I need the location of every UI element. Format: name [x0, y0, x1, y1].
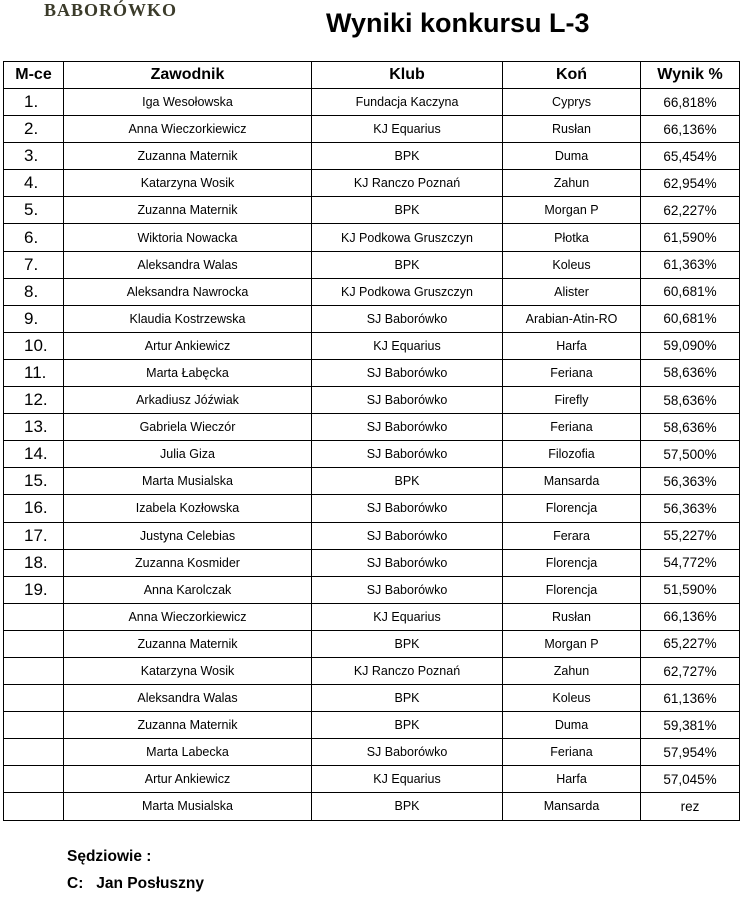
- cell-horse: Cyprys: [503, 89, 641, 116]
- cell-club: KJ Ranczo Poznań: [312, 657, 503, 684]
- cell-score: 59,090%: [641, 332, 740, 359]
- cell-score: rez: [641, 793, 740, 820]
- cell-horse: Zahun: [503, 657, 641, 684]
- cell-rider: Aleksandra Walas: [64, 251, 312, 278]
- cell-rider: Anna Wieczorkiewicz: [64, 116, 312, 143]
- cell-place: [4, 630, 64, 657]
- cell-club: KJ Equarius: [312, 603, 503, 630]
- cell-place: [4, 793, 64, 820]
- table-row: [4, 89, 740, 116]
- header-score: Wynik %: [641, 62, 740, 89]
- cell-club: SJ Baborówko: [312, 305, 503, 332]
- cell-place: 3.: [4, 143, 64, 170]
- cell-place: 19.: [4, 576, 64, 603]
- header-rider: Zawodnik: [64, 62, 312, 89]
- cell-score: 56,363%: [641, 495, 740, 522]
- cell-score: 54,772%: [641, 549, 740, 576]
- cell-score: 66,136%: [641, 603, 740, 630]
- table-row: [4, 387, 740, 414]
- table-row: [4, 170, 740, 197]
- cell-horse: Florencja: [503, 495, 641, 522]
- cell-horse: Filozofia: [503, 441, 641, 468]
- cell-rider: Zuzanna Maternik: [64, 630, 312, 657]
- cell-place: [4, 712, 64, 739]
- cell-club: BPK: [312, 712, 503, 739]
- cell-club: KJ Ranczo Poznań: [312, 170, 503, 197]
- cell-rider: Anna Karolczak: [64, 576, 312, 603]
- cell-score: 65,227%: [641, 630, 740, 657]
- cell-rider: Marta Labecka: [64, 739, 312, 766]
- cell-horse: Feriana: [503, 739, 641, 766]
- cell-club: KJ Equarius: [312, 116, 503, 143]
- cell-club: SJ Baborówko: [312, 359, 503, 386]
- cell-score: 62,227%: [641, 197, 740, 224]
- cell-horse: Alister: [503, 278, 641, 305]
- cell-score: 59,381%: [641, 712, 740, 739]
- table-row: [4, 685, 740, 712]
- cell-rider: Anna Wieczorkiewicz: [64, 603, 312, 630]
- cell-club: SJ Baborówko: [312, 441, 503, 468]
- cell-rider: Marta Łabęcka: [64, 359, 312, 386]
- cell-club: SJ Baborówko: [312, 414, 503, 441]
- cell-place: 6.: [4, 224, 64, 251]
- cell-place: 8.: [4, 278, 64, 305]
- cell-club: Fundacja Kaczyna: [312, 89, 503, 116]
- cell-place: [4, 603, 64, 630]
- table-row: [4, 793, 740, 820]
- table-row: [4, 359, 740, 386]
- cell-club: KJ Podkowa Gruszczyn: [312, 278, 503, 305]
- cell-rider: Julia Giza: [64, 441, 312, 468]
- table-row: [4, 657, 740, 684]
- cell-rider: Katarzyna Wosik: [64, 170, 312, 197]
- cell-place: 1.: [4, 89, 64, 116]
- cell-horse: Zahun: [503, 170, 641, 197]
- cell-club: SJ Baborówko: [312, 576, 503, 603]
- cell-place: 2.: [4, 116, 64, 143]
- table-row: [4, 278, 740, 305]
- cell-horse: Koleus: [503, 685, 641, 712]
- cell-horse: Feriana: [503, 359, 641, 386]
- cell-club: BPK: [312, 630, 503, 657]
- cell-rider: Zuzanna Maternik: [64, 143, 312, 170]
- cell-rider: Artur Ankiewicz: [64, 766, 312, 793]
- cell-club: SJ Baborówko: [312, 495, 503, 522]
- table-row: [4, 224, 740, 251]
- cell-horse: Florencja: [503, 576, 641, 603]
- table-row: [4, 522, 740, 549]
- cell-rider: Wiktoria Nowacka: [64, 224, 312, 251]
- table-row: [4, 332, 740, 359]
- cell-horse: Duma: [503, 712, 641, 739]
- cell-horse: Firefly: [503, 387, 641, 414]
- header-club: Klub: [312, 62, 503, 89]
- cell-place: 17.: [4, 522, 64, 549]
- cell-rider: Gabriela Wieczór: [64, 414, 312, 441]
- cell-place: 11.: [4, 359, 64, 386]
- cell-score: 58,636%: [641, 387, 740, 414]
- cell-rider: Justyna Celebias: [64, 522, 312, 549]
- cell-rider: Artur Ankiewicz: [64, 332, 312, 359]
- table-row: [4, 116, 740, 143]
- cell-club: KJ Equarius: [312, 766, 503, 793]
- cell-rider: Klaudia Kostrzewska: [64, 305, 312, 332]
- cell-horse: Płotka: [503, 224, 641, 251]
- cell-score: 51,590%: [641, 576, 740, 603]
- cell-place: 7.: [4, 251, 64, 278]
- cell-score: 61,136%: [641, 685, 740, 712]
- cell-score: 58,636%: [641, 359, 740, 386]
- cell-rider: Zuzanna Kosmider: [64, 549, 312, 576]
- cell-horse: Ferara: [503, 522, 641, 549]
- cell-club: BPK: [312, 793, 503, 820]
- cell-score: 65,454%: [641, 143, 740, 170]
- cell-place: 9.: [4, 305, 64, 332]
- table-row: [4, 441, 740, 468]
- cell-rider: Iga Wesołowska: [64, 89, 312, 116]
- judge-line: C: Jan Posłuszny: [67, 875, 204, 892]
- cell-place: 15.: [4, 468, 64, 495]
- cell-club: SJ Baborówko: [312, 549, 503, 576]
- cell-score: 66,818%: [641, 89, 740, 116]
- cell-score: 66,136%: [641, 116, 740, 143]
- cell-rider: Katarzyna Wosik: [64, 657, 312, 684]
- cell-place: 13.: [4, 414, 64, 441]
- cell-place: 10.: [4, 332, 64, 359]
- table-row: [4, 549, 740, 576]
- header-horse: Koń: [503, 62, 641, 89]
- cell-rider: Marta Musialska: [64, 468, 312, 495]
- table-row: [4, 712, 740, 739]
- cell-score: 57,045%: [641, 766, 740, 793]
- cell-score: 60,681%: [641, 305, 740, 332]
- cell-club: BPK: [312, 197, 503, 224]
- cell-horse: Koleus: [503, 251, 641, 278]
- cell-score: 61,590%: [641, 224, 740, 251]
- judges-label: Sędziowie :: [67, 848, 152, 865]
- cell-rider: Zuzanna Maternik: [64, 197, 312, 224]
- table-row: [4, 495, 740, 522]
- cell-rider: Marta Musialska: [64, 793, 312, 820]
- cell-place: 14.: [4, 441, 64, 468]
- table-row: [4, 630, 740, 657]
- cell-place: 12.: [4, 387, 64, 414]
- table-row: [4, 468, 740, 495]
- results-table: [3, 61, 740, 821]
- cell-score: 58,636%: [641, 414, 740, 441]
- table-row: [4, 766, 740, 793]
- cell-horse: Rusłan: [503, 603, 641, 630]
- cell-club: BPK: [312, 251, 503, 278]
- table-row: [4, 414, 740, 441]
- cell-place: [4, 657, 64, 684]
- cell-club: BPK: [312, 468, 503, 495]
- cell-score: 62,954%: [641, 170, 740, 197]
- cell-place: [4, 685, 64, 712]
- cell-place: 18.: [4, 549, 64, 576]
- cell-horse: Morgan P: [503, 630, 641, 657]
- logo: BABORÓWKO: [44, 0, 178, 20]
- cell-horse: Rusłan: [503, 116, 641, 143]
- cell-score: 57,954%: [641, 739, 740, 766]
- table-row: [4, 143, 740, 170]
- cell-club: SJ Baborówko: [312, 522, 503, 549]
- cell-place: 16.: [4, 495, 64, 522]
- cell-rider: Arkadiusz Jóźwiak: [64, 387, 312, 414]
- cell-rider: Izabela Kozłowska: [64, 495, 312, 522]
- cell-place: [4, 766, 64, 793]
- cell-rider: Aleksandra Walas: [64, 685, 312, 712]
- cell-horse: Arabian-Atin-RO: [503, 305, 641, 332]
- cell-horse: Mansarda: [503, 793, 641, 820]
- cell-place: 5.: [4, 197, 64, 224]
- cell-score: 61,363%: [641, 251, 740, 278]
- cell-club: BPK: [312, 143, 503, 170]
- cell-club: KJ Podkowa Gruszczyn: [312, 224, 503, 251]
- cell-score: 55,227%: [641, 522, 740, 549]
- table-row: [4, 576, 740, 603]
- table-row: [4, 739, 740, 766]
- cell-horse: Morgan P: [503, 197, 641, 224]
- table-row: [4, 197, 740, 224]
- table-row: [4, 305, 740, 332]
- cell-club: SJ Baborówko: [312, 739, 503, 766]
- cell-place: [4, 739, 64, 766]
- cell-rider: Zuzanna Maternik: [64, 712, 312, 739]
- cell-horse: Harfa: [503, 766, 641, 793]
- cell-rider: Aleksandra Nawrocka: [64, 278, 312, 305]
- cell-club: SJ Baborówko: [312, 387, 503, 414]
- table-row: [4, 603, 740, 630]
- cell-score: 62,727%: [641, 657, 740, 684]
- cell-score: 57,500%: [641, 441, 740, 468]
- cell-horse: Harfa: [503, 332, 641, 359]
- cell-place: 4.: [4, 170, 64, 197]
- header-row: [4, 62, 740, 89]
- table-row: [4, 251, 740, 278]
- cell-score: 60,681%: [641, 278, 740, 305]
- header-place: M-ce: [4, 62, 64, 89]
- cell-horse: Feriana: [503, 414, 641, 441]
- cell-club: KJ Equarius: [312, 332, 503, 359]
- cell-horse: Duma: [503, 143, 641, 170]
- page-title: Wyniki konkursu L-3: [326, 8, 590, 38]
- cell-club: BPK: [312, 685, 503, 712]
- cell-horse: Florencja: [503, 549, 641, 576]
- cell-score: 56,363%: [641, 468, 740, 495]
- cell-horse: Mansarda: [503, 468, 641, 495]
